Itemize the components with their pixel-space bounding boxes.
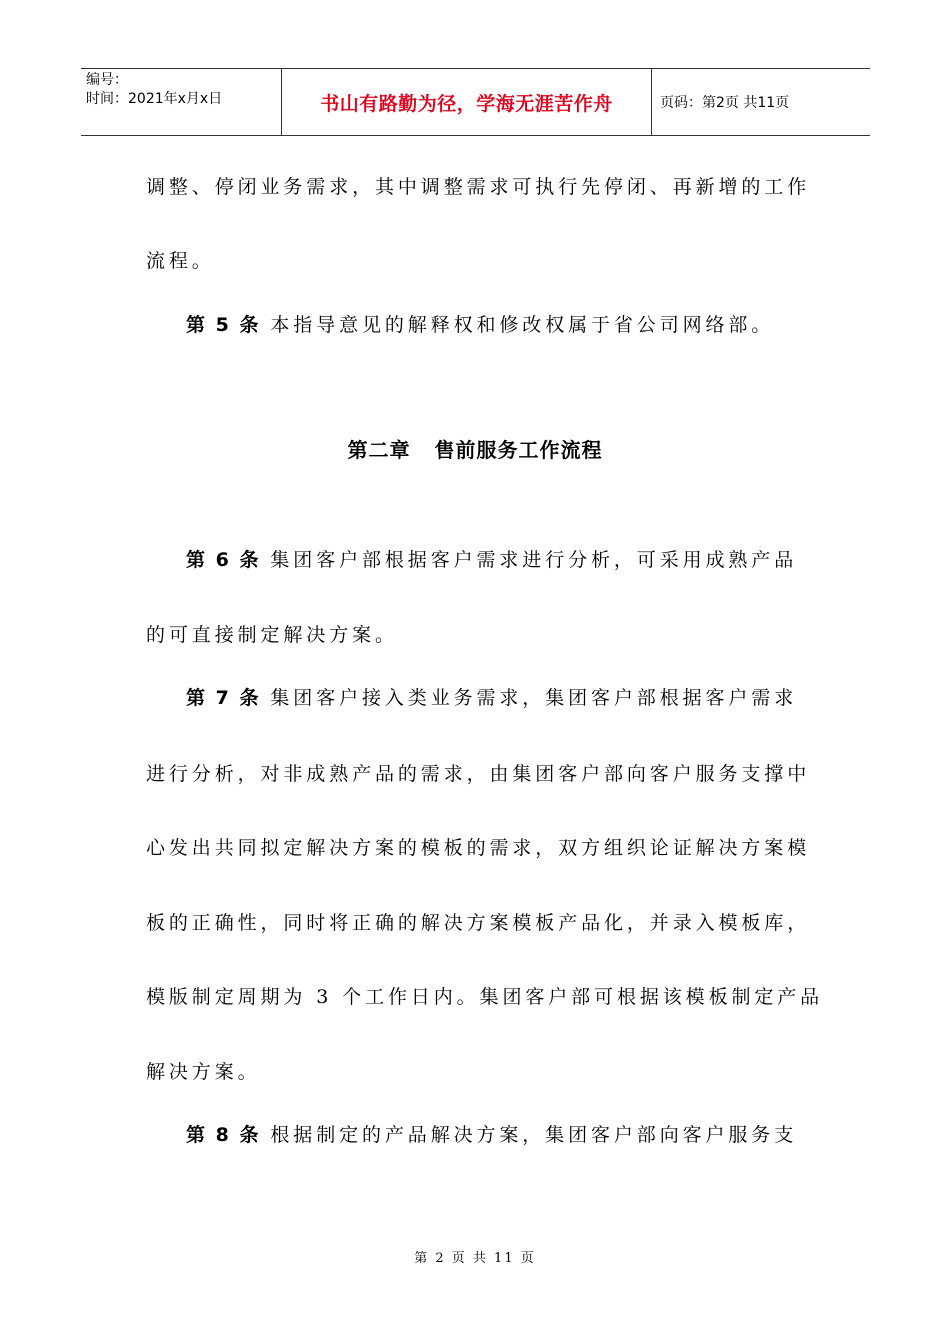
paragraph-line: 模版制定周期为 3 个工作日内。集团客户部可根据该模板制定产品	[146, 986, 824, 1008]
article-text: 本指导意见的解释权和修改权属于省公司网络部。	[270, 314, 775, 336]
article-text: 根据制定的产品解决方案，集团客户部向客户服务支	[270, 1124, 798, 1146]
article-text: 集团客户部根据客户需求进行分析，可采用成熟产品	[270, 549, 798, 571]
header-meta	[81, 69, 281, 135]
paragraph-line: 进行分析，对非成熟产品的需求，由集团客户部向客户服务支撑中	[146, 763, 811, 785]
article-7	[146, 683, 846, 710]
article-8	[146, 1120, 846, 1147]
article-5	[146, 310, 846, 337]
paragraph-line: 的可直接制定解决方案。	[146, 624, 398, 646]
date-label: 时间：2021年x月x日	[86, 91, 223, 107]
chapter-number: 第二章	[347, 438, 411, 462]
page-footer	[0, 1247, 950, 1266]
page-info: 页码：第2页 共11页	[660, 95, 790, 111]
article-label: 第 6 条	[186, 549, 261, 571]
paragraph-line: 调整、停闭业务需求，其中调整需求可执行先停闭、再新增的工作	[146, 176, 811, 198]
article-text: 集团客户接入类业务需求，集团客户部根据客户需求	[270, 687, 798, 709]
article-6	[146, 545, 846, 572]
motto: 书山有路勤为径，学海无涯苦作舟	[320, 92, 613, 115]
number-label: 编号：	[86, 72, 128, 88]
paragraph-line: 解决方案。	[146, 1061, 261, 1083]
paragraph-line: 心发出共同拟定解决方案的模板的需求，双方组织论证解决方案模	[146, 837, 811, 859]
footer-page-number: 第 2 页 共 11 页	[414, 1251, 536, 1266]
chapter-title: 售前服务工作流程	[434, 438, 603, 462]
article-label: 第 8 条	[186, 1124, 261, 1146]
article-label: 第 5 条	[186, 314, 261, 336]
paragraph-line: 流程。	[146, 250, 215, 272]
chapter-heading	[0, 434, 950, 463]
page-header	[81, 68, 870, 136]
header-motto-cell	[281, 69, 652, 135]
paragraph-line: 板的正确性，同时将正确的解决方案模板产品化，并录入模板库，	[146, 912, 811, 934]
article-label: 第 7 条	[186, 687, 261, 709]
header-page-cell	[652, 69, 870, 135]
